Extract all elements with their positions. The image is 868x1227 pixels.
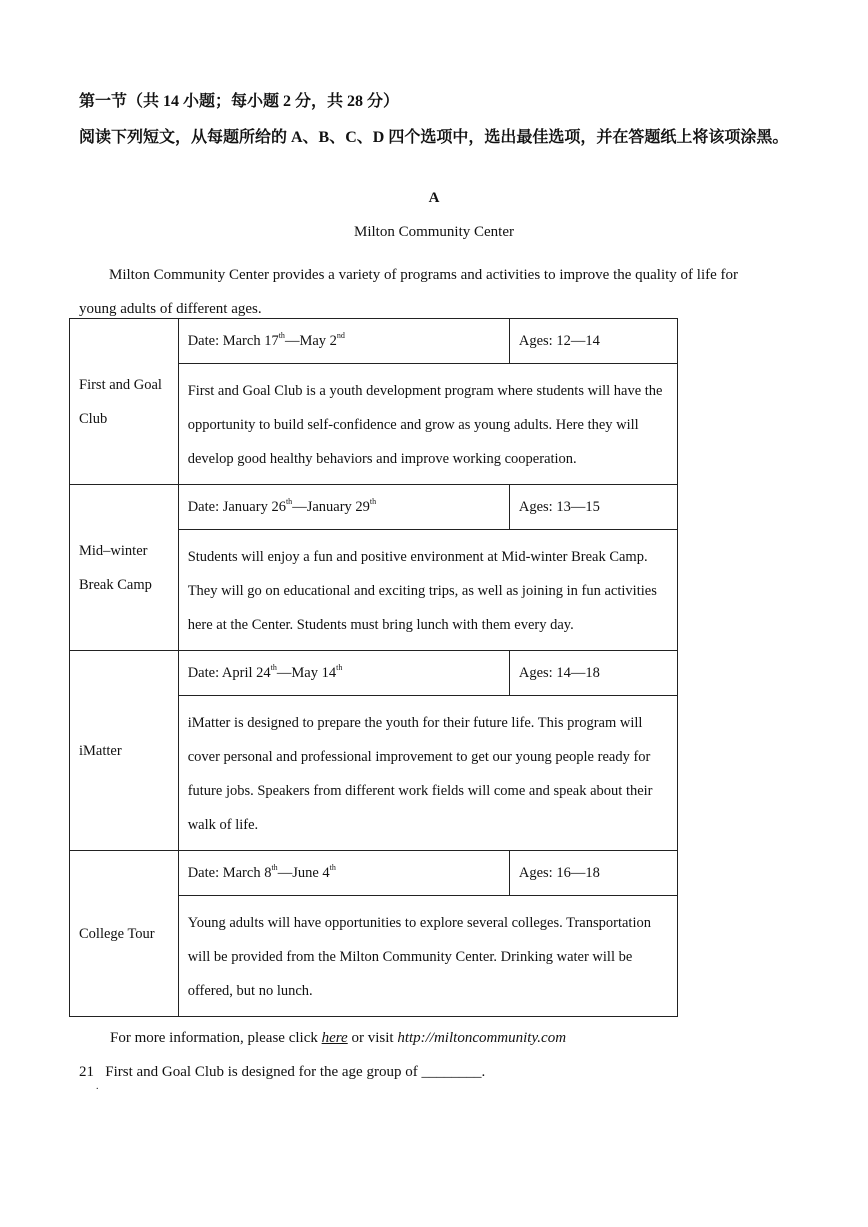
question-dot: .	[96, 1081, 99, 1092]
program-date: Date: January 26th—January 29th	[178, 485, 509, 530]
program-description: Students will enjoy a fun and positive environment at Mid-winter Break Camp. They will go on educational and exciting trips, as well as joining in fun activities here at the Center. Students must bring lunch with them every day.	[178, 530, 677, 651]
program-ages: Ages: 14—18	[509, 651, 677, 696]
question-21	[79, 1064, 485, 1081]
section-title: 第一节（共 14 小题；每小题 2 分，共 28 分）	[79, 93, 400, 110]
question-number: 21	[79, 1064, 94, 1080]
program-ages: Ages: 13—15	[509, 485, 677, 530]
program-date: Date: March 8th—June 4th	[178, 851, 509, 896]
table-row	[70, 319, 678, 364]
program-date: Date: April 24th—May 14th	[178, 651, 509, 696]
more-info: For more information, please click here or visit http://miltoncommunity.com	[110, 1030, 567, 1046]
here-link[interactable]: here	[321, 1030, 348, 1046]
instruction-text: 阅读下列短文，从每题所给的 A、B、C、D 四个选项中，选出最佳选项，并在答题纸上将该项涂黑。	[79, 129, 789, 146]
program-ages: Ages: 12—14	[509, 319, 677, 364]
program-date: Date: March 17th—May 2nd	[178, 319, 509, 364]
program-ages: Ages: 16—18	[509, 851, 677, 896]
table-row	[70, 851, 678, 896]
passage-letter: A	[428, 190, 440, 206]
program-name: Mid–winter Break Camp	[70, 485, 179, 651]
program-description: First and Goal Club is a youth development program where students will have the opportunity to build self-confidence and grow as young adults. Here they will develop good healthy behaviors and improve working cooperation.	[178, 364, 677, 485]
question-text: First and Goal Club is designed for the age group of ________.	[105, 1064, 486, 1080]
passage-intro: Milton Community Center provides a variety of programs and activities to improve the quality of life for young adults of different ages.	[79, 267, 739, 317]
table-row	[70, 485, 678, 530]
website-url[interactable]: http://miltoncommunity.com	[397, 1030, 567, 1046]
program-name: iMatter	[70, 651, 179, 851]
program-name: First and Goal Club	[70, 319, 179, 485]
program-name: College Tour	[70, 851, 179, 1017]
table-row	[70, 651, 678, 696]
passage-title: Milton Community Center	[354, 224, 514, 240]
program-description: iMatter is designed to prepare the youth for their future life. This program will cover personal and professional improvement to get our young people ready for future jobs. Speakers from different work fields will come and speak about their walk of life.	[178, 696, 677, 851]
programs-table	[69, 318, 678, 1017]
program-description: Young adults will have opportunities to explore several colleges. Transportation will be provided from the Milton Community Center. Drinking water will be offered, but no lunch.	[178, 896, 677, 1017]
